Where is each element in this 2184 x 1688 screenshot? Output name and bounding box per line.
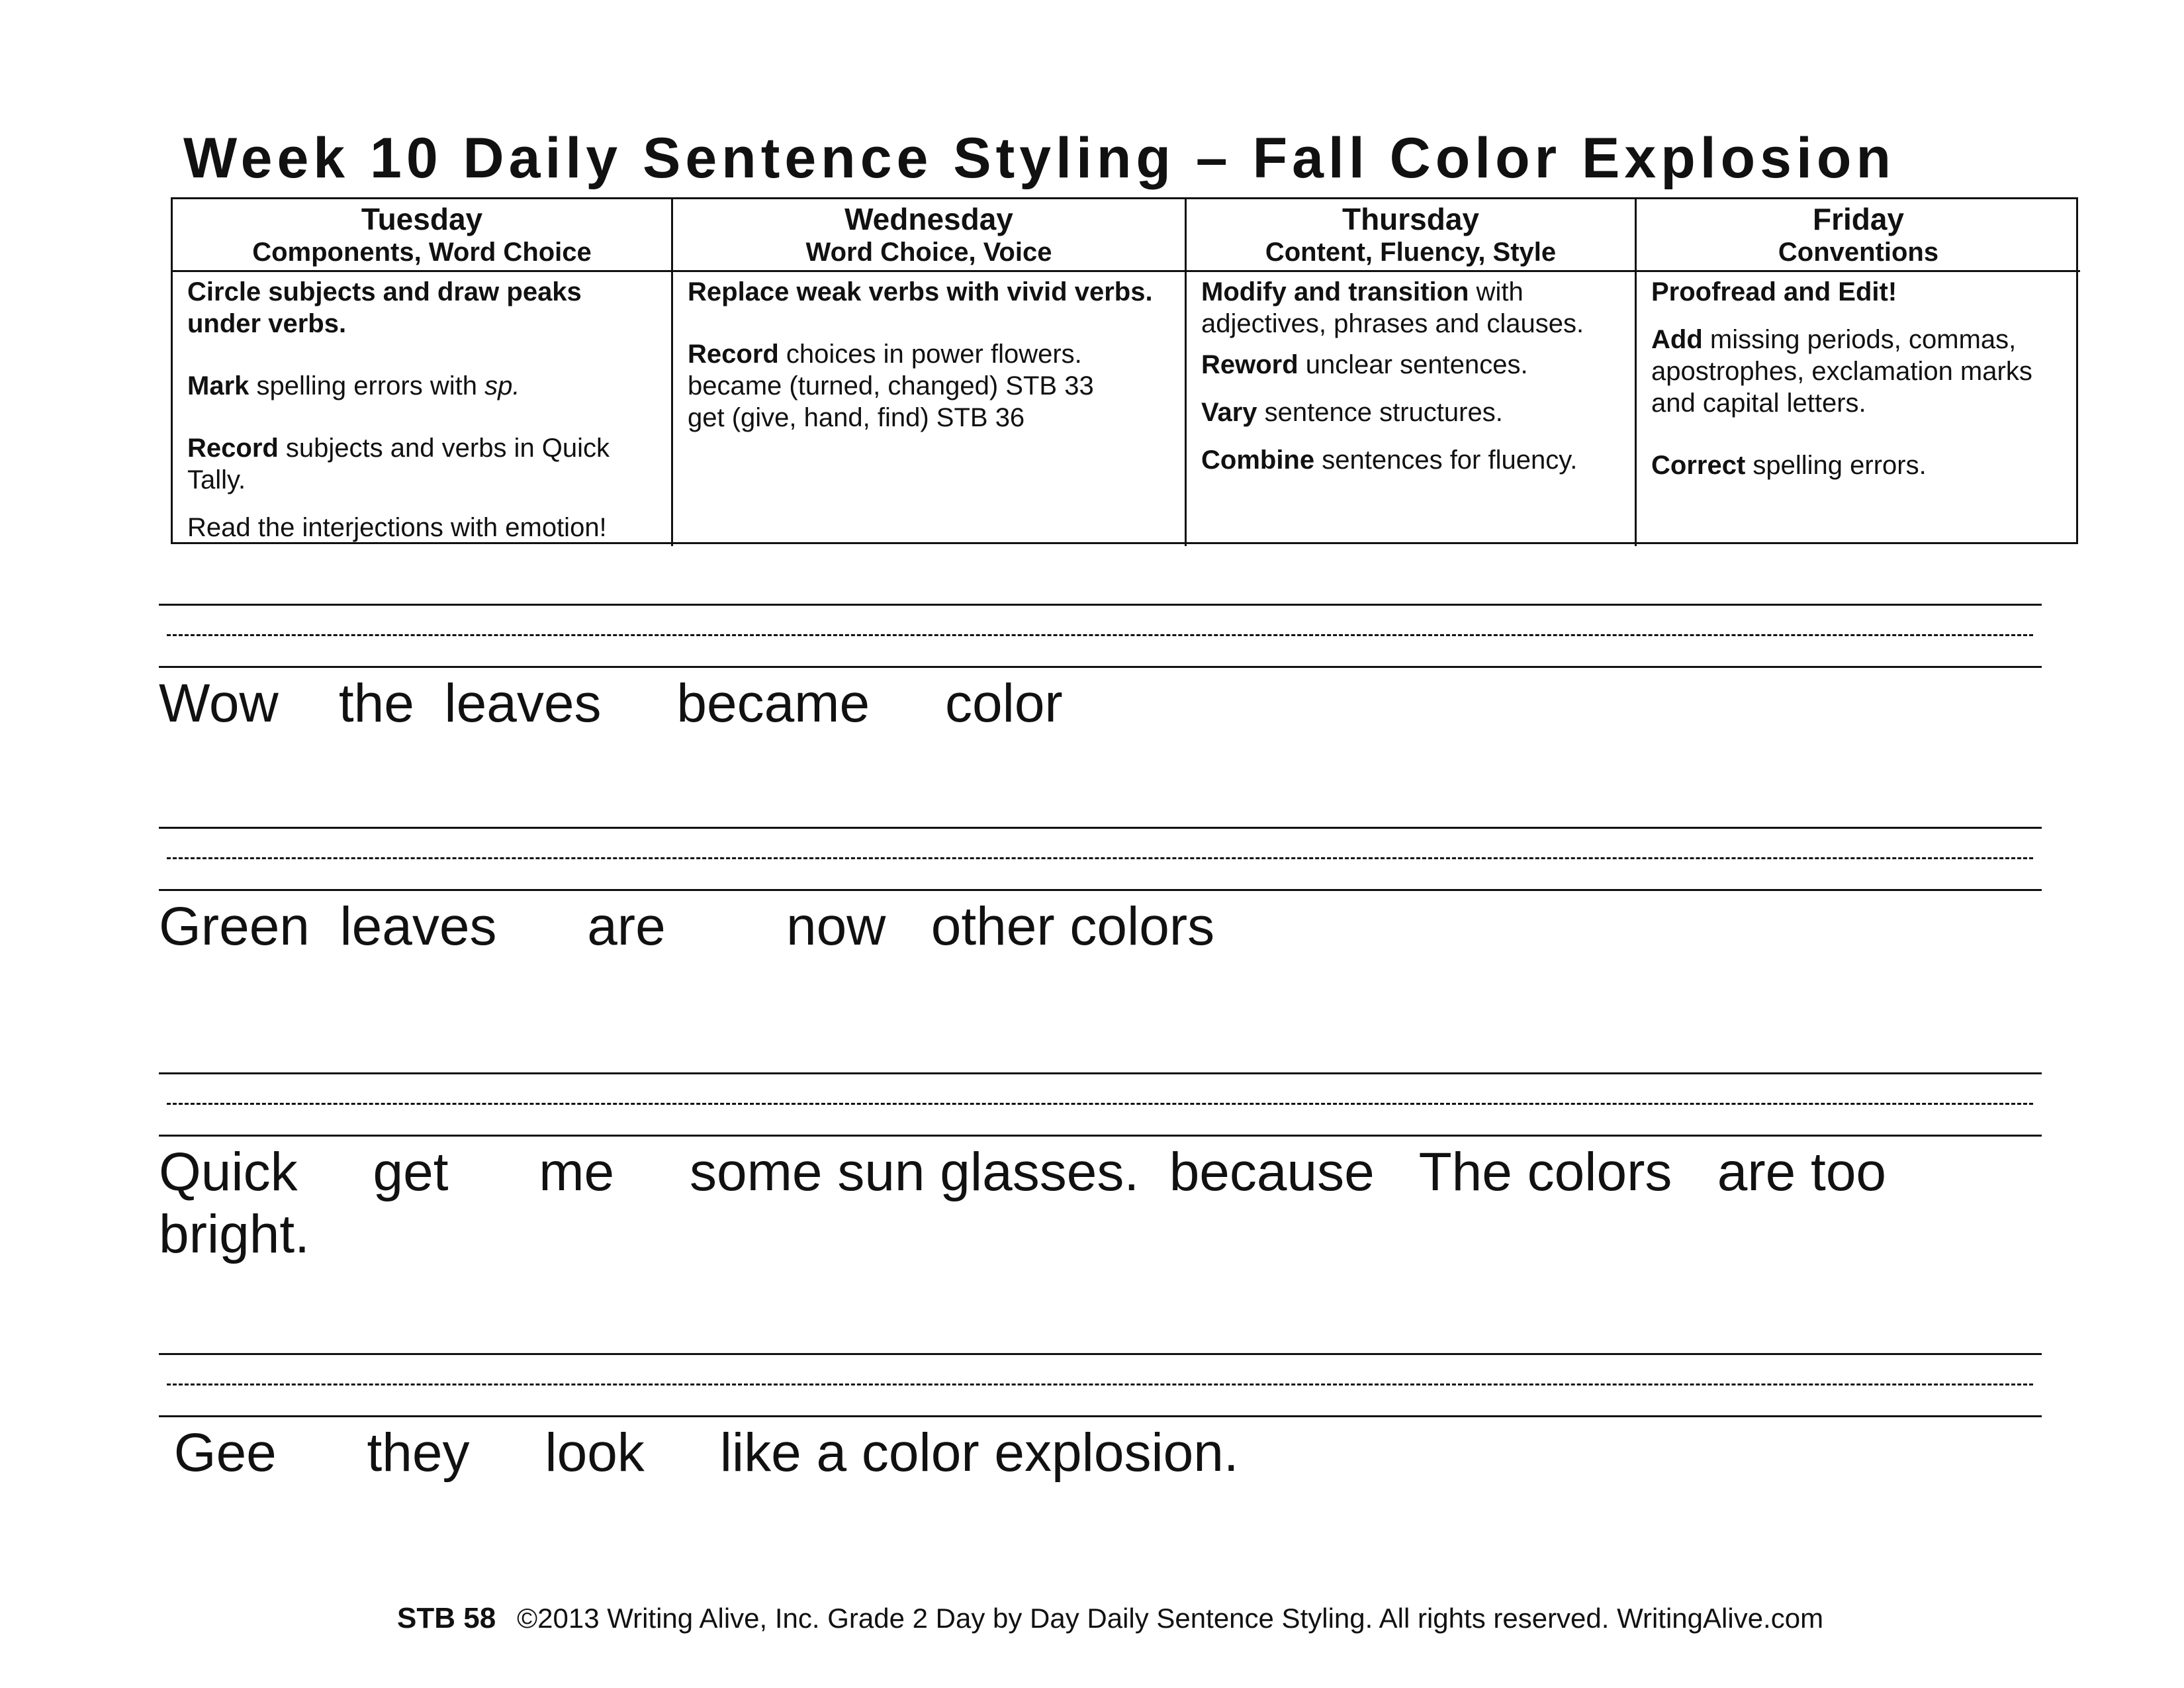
instruction-text: sp. [484,371,520,400]
focus-label: Word Choice, Voice [805,238,1052,267]
header-tuesday [173,199,673,272]
sentence-1: Wow the leaves became color [159,673,1063,733]
instruction-table [171,197,2078,544]
instruction-text: with adjectives, phrases and clauses. [1201,277,1584,338]
instruction-verb: Record [688,340,779,369]
header-wednesday [673,199,1187,272]
day-label: Friday [1812,202,1905,236]
instruction-text: subjects and verbs in Quick Tally. [187,434,610,494]
instruction-text: unclear sentences. [1298,350,1528,379]
focus-label: Components, Word Choice [252,238,592,267]
instruction-verb: Reword [1201,350,1298,379]
instruction-text: spelling errors. [1745,451,1927,480]
midline [167,634,2033,636]
footer [397,1602,1823,1635]
instruction-text: Replace weak verbs with vivid verbs. [688,277,1153,306]
instruction-text: Read the interjections with emotion! [187,513,607,542]
instruction-verb: Add [1651,325,1703,354]
page-title: Week 10 Daily Sentence Styling – Fall Color Explosion [183,126,1895,190]
instruction-text: spelling errors with [249,371,485,400]
page-code: STB 58 [397,1602,496,1634]
instruction-verb: Correct [1651,451,1746,480]
top-line [159,827,2042,829]
wednesday-instructions [673,272,1187,546]
instruction-text: get (give, hand, find) STB 36 [688,403,1025,432]
instruction-text: sentence structures. [1257,398,1503,427]
instruction-text: became (turned, changed) STB 33 [688,371,1094,400]
focus-label: Conventions [1778,238,1939,267]
sentence-3: Quick get me some sun glasses. because The colors are too bright. [159,1142,1887,1264]
instruction-text: choices in power flowers. [778,340,1082,369]
midline [167,1383,2033,1385]
midline [167,857,2033,859]
instruction-text: Proofread and Edit! [1651,277,1897,306]
top-line [159,604,2042,606]
instruction-verb: Combine [1201,445,1315,475]
base-line [159,889,2042,891]
midline [167,1103,2033,1105]
top-line [159,1072,2042,1074]
instruction-text: Circle subjects and draw peaks under verbs. [187,277,582,338]
base-line [159,1415,2042,1417]
instruction-text: missing periods, commas, apostrophes, exclamation marks and capital letters. [1651,325,2032,418]
focus-label: Content, Fluency, Style [1265,238,1557,267]
tuesday-instructions [173,272,673,546]
thursday-instructions [1187,272,1637,546]
day-label: Wednesday [844,202,1013,236]
top-line [159,1353,2042,1355]
friday-instructions [1637,272,2080,546]
sentence-4: Gee they look like a color explosion. [159,1423,1239,1483]
instruction-verb: Vary [1201,398,1257,427]
instruction-verb: Modify and transition [1201,277,1469,306]
header-thursday [1187,199,1637,272]
header-friday [1637,199,2080,272]
base-line [159,666,2042,668]
instruction-verb: Record [187,434,279,463]
day-label: Thursday [1342,202,1480,236]
day-label: Tuesday [361,202,483,236]
sentence-2: Green leaves are now other colors [159,896,1215,957]
base-line [159,1135,2042,1137]
instruction-text: sentences for fluency. [1314,445,1578,475]
instruction-verb: Mark [187,371,250,400]
copyright-text: ©2013 Writing Alive, Inc. Grade 2 Day by Day Daily Sentence Styling. All rights reserved. WritingAlive.com [517,1603,1824,1634]
